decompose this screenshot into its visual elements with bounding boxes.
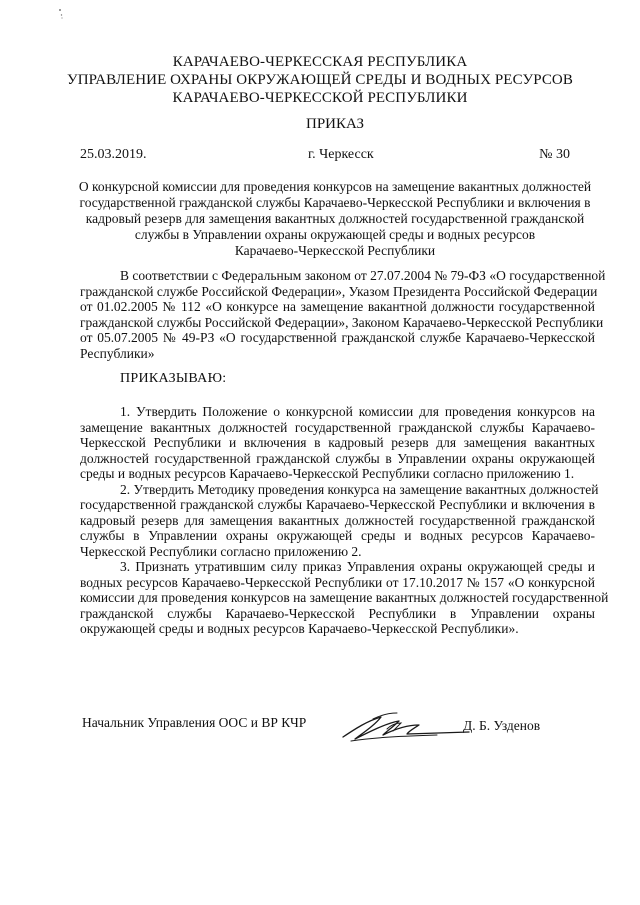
scan-speck-mark <box>58 8 64 20</box>
organization-header <box>60 53 580 107</box>
order-item-line: среды и водных ресурсов Карачаево-Черкесской Республики согласно приложению 1. <box>80 466 575 481</box>
order-item-line: Черкесской Республики и включения в кадровый резерв для замещения вакантных <box>80 435 595 450</box>
document-date: 25.03.2019. <box>80 147 147 162</box>
subject-line: государственной гражданской службы Карачаево-Черкесской Республики и включения в <box>79 195 591 210</box>
order-item-line: государственной гражданской службы Карачаево-Черкесской Республики и включения в <box>80 497 595 512</box>
preamble-line: В соответствии с Федеральным законом от 27.07.2004 № 79-ФЗ «О государственной <box>120 268 606 283</box>
order-item-line: 3. Признать утратившим силу приказ Управления охраны окружающей среды и <box>120 559 595 574</box>
order-directive-word: ПРИКАЗЫВАЮ: <box>120 371 227 386</box>
preamble-line: от 05.07.2005 № 49-РЗ «О государственной гражданской службе Карачаево-Черкесской <box>80 330 595 345</box>
order-item-line: окружающей среды и водных ресурсов Карачаево-Черкесской Республики». <box>80 621 519 636</box>
header-line-republic: КАРАЧАЕВО-ЧЕРКЕССКАЯ РЕСПУБЛИКА <box>172 54 468 70</box>
order-item-line: гражданской службы Карачаево-Черкесской Республики в Управлении охраны <box>80 605 595 621</box>
order-item-line: водных ресурсов Карачаево-Черкесской Республики от 17.10.2017 № 157 «О конкурсной <box>80 574 595 590</box>
header-line-republic-genitive: КАРАЧАЕВО-ЧЕРКЕССКОЙ РЕСПУБЛИКИ <box>172 90 468 106</box>
order-item-line: 2. Утвердить Методику проведения конкурса на замещение вакантных должностей <box>120 481 599 497</box>
preamble-line: гражданской службе Российской Федерации», Указом Президента Российской Федерации <box>80 283 598 299</box>
subject-line: кадровый резерв для замещения вакантных должностей государственной гражданской <box>85 211 585 226</box>
signer-name: Д. Б. Узденов <box>463 718 541 733</box>
handwritten-signature <box>337 707 472 747</box>
subject-line: Карачаево-Черкесской Республики <box>234 243 436 258</box>
preamble-line: гражданской службы Российской Федерации», Законом Карачаево-Черкесской Республики <box>80 314 604 330</box>
subject-line: службы в Управлении охраны окружающей среды и водных ресурсов <box>134 227 536 242</box>
order-item-line: Черкесской Республики согласно приложению 2. <box>80 543 362 559</box>
preamble-line: от 01.02.2005 № 112 «О конкурсе на замещение вакантной должности государственной <box>80 299 595 314</box>
order-item-line: кадровый резерв для замещения вакантных должностей государственной гражданской <box>80 512 595 528</box>
document-type-title: ПРИКАЗ <box>306 116 364 132</box>
subject-line: О конкурсной комиссии для проведения конкурсов на замещение вакантных должностей <box>78 179 592 194</box>
signature-block <box>82 715 592 755</box>
document-subject <box>75 179 595 259</box>
document-meta-row <box>80 147 570 165</box>
order-item-line: 1. Утвердить Положение о конкурсной комиссии для проведения конкурсов на <box>120 404 595 419</box>
preamble-paragraph <box>80 268 606 361</box>
document-city: г. Черкесск <box>308 147 374 162</box>
order-item-line: службы в Управлении охраны окружающей среды и водных ресурсов Карачаево- <box>80 528 595 543</box>
order-item-line: должностей государственной гражданской службы в Управлении охраны окружающей <box>80 450 595 466</box>
order-item-line: замещение вакантных должностей государственной гражданской службы Карачаево- <box>80 419 595 435</box>
order-items <box>80 404 609 637</box>
document-number: № 30 <box>539 147 570 162</box>
order-item-line: комиссии для проведения конкурсов на замещение вакантных должностей государственной <box>80 590 609 605</box>
preamble-line: Республики» <box>80 345 155 361</box>
signer-position: Начальник Управления ООС и ВР КЧР <box>82 715 307 730</box>
header-line-department: УПРАВЛЕНИЕ ОХРАНЫ ОКРУЖАЮЩЕЙ СРЕДЫ И ВОДНЫХ РЕСУРСОВ <box>67 72 573 88</box>
